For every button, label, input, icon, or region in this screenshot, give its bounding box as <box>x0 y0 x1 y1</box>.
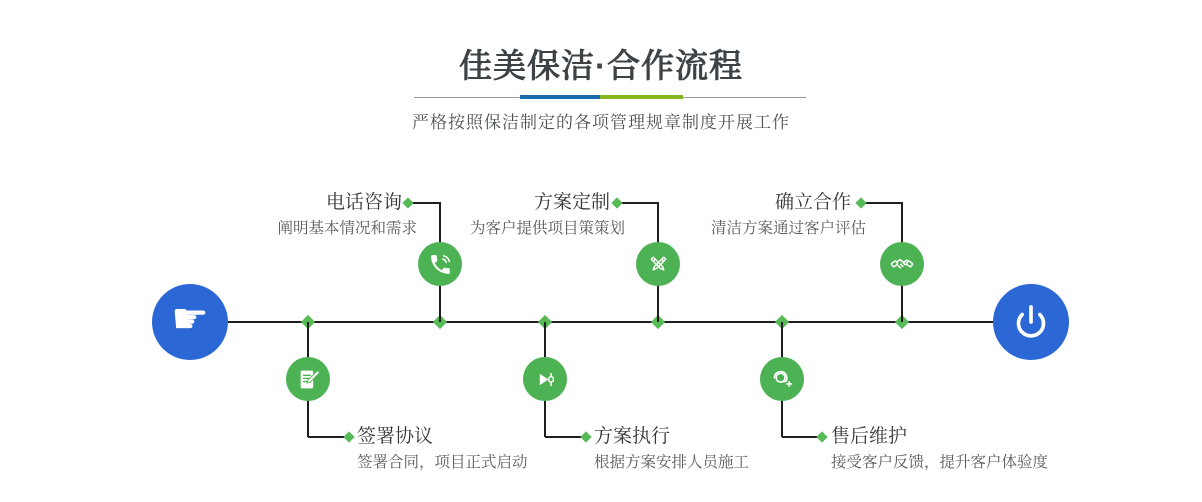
play-slider-icon <box>533 367 558 392</box>
document-pen-icon <box>296 367 321 392</box>
connector-line <box>861 202 903 204</box>
title-divider-blue-segment <box>520 95 600 99</box>
pencils-icon <box>646 252 671 277</box>
step-description: 接受客户反馈，提升客户体验度 <box>831 454 1049 471</box>
step-circle-phone <box>418 242 462 286</box>
step-marker-diamond <box>343 431 354 442</box>
step-circle-aftersales <box>760 357 804 401</box>
step-description: 清洁方案通过客户评估 <box>710 220 866 237</box>
title-divider-green-segment <box>600 95 683 99</box>
step-circle-plan <box>636 242 680 286</box>
power-icon <box>1011 302 1051 342</box>
step-title: 方案执行 <box>594 426 671 447</box>
start-circle <box>152 284 228 360</box>
step-marker-diamond <box>580 431 591 442</box>
step-title: 确立合作 <box>774 192 851 213</box>
step-circle-execution <box>523 357 567 401</box>
step-title: 电话咨询 <box>325 192 402 213</box>
step-circle-agreement <box>286 357 330 401</box>
step-description: 为客户提供项目策策划 <box>469 220 625 237</box>
phone-icon <box>428 252 453 277</box>
step-title: 签署协议 <box>357 426 434 447</box>
step-description: 签署合同，项目正式启动 <box>357 454 528 471</box>
step-phone-consultation <box>277 192 417 238</box>
step-establish-cooperation <box>711 192 866 238</box>
page-title: 佳美保洁·合作流程 <box>459 47 743 84</box>
step-plan-customization <box>470 192 625 238</box>
timeline-line <box>228 321 993 323</box>
step-marker-diamond <box>816 431 827 442</box>
step-aftersales-maintenance <box>831 426 1048 472</box>
step-sign-agreement <box>357 426 528 472</box>
step-description: 阐明基本情况和需求 <box>277 220 417 237</box>
step-circle-cooperation <box>880 242 924 286</box>
step-title: 售后维护 <box>831 426 908 447</box>
handshake-icon <box>889 251 915 277</box>
hand-pointer-icon: ☛ <box>171 294 209 343</box>
step-plan-execution <box>594 426 749 472</box>
page-subtitle: 严格按照保洁制定的各项管理规章制度开展工作 <box>412 113 790 132</box>
headset-plus-icon <box>769 366 795 392</box>
step-description: 根据方案安排人员施工 <box>594 454 750 471</box>
end-circle <box>993 284 1069 360</box>
step-title: 方案定制 <box>533 192 610 213</box>
